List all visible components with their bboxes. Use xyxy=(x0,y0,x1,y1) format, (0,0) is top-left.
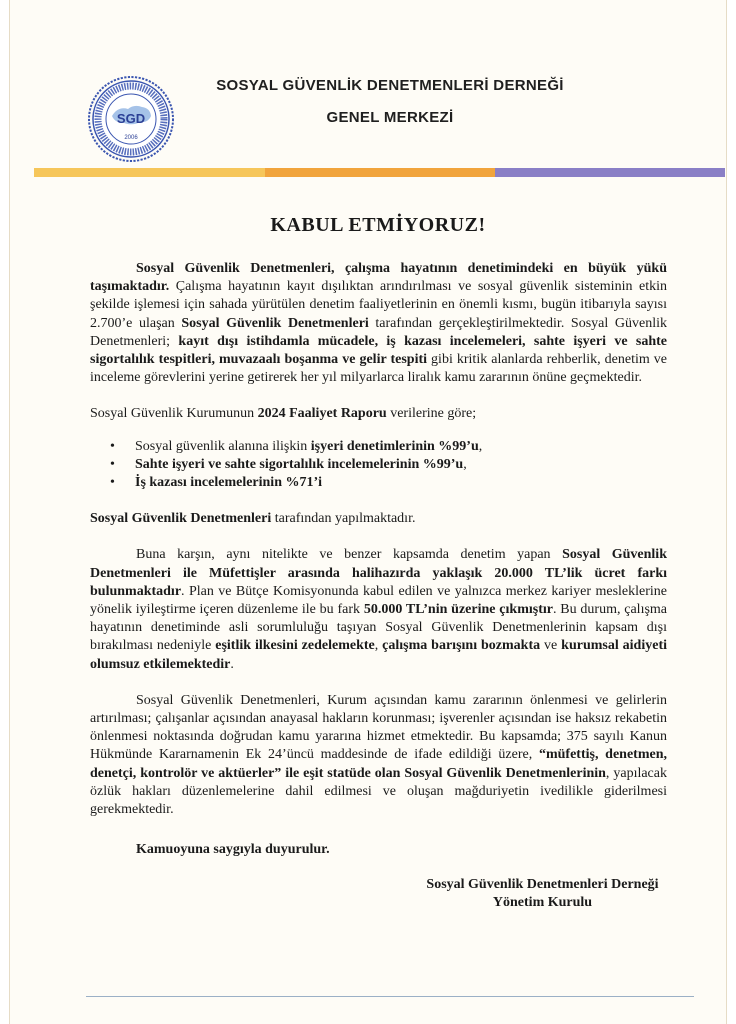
footer-divider xyxy=(86,996,694,997)
logo-year: 2006 xyxy=(124,135,138,141)
list-item: • Sahte işyeri ve sahte sigortalılık incelemelerinin %99’u, xyxy=(135,456,667,474)
statistics-list xyxy=(90,438,667,493)
document-body xyxy=(90,260,667,859)
signature-organization: Sosyal Güvenlik Denetmenleri Derneği xyxy=(426,877,659,892)
paragraph-intro: Sosyal Güvenlik Denetmenleri, çalışma hayatının denetimindeki en büyük yükü taşımaktadır. Çalışma hayatının kayıt dışılıktan arındırılması ve sosyal güvenlik sisteminin etkin şekilde işlemesi için sahada yürütülen denetim faaliyetlerinin en önemli kısmı, bugün itibarıyla sayısı 2.700’e ulaşan Sosyal Güvenlik Denetmenleri tarafından gerçekleştirilmektedir. Sosyal Güvenlik Denetmenleri; kayıt dışı istihdamla mücadele, iş kazası incelemeleri, sahte işyeri ve sahte sigortalılık tespitleri, muvazaalı boşanma ve gelir tespiti gibi kritik alanlarda rehberlik, denetim ve inceleme görevlerini yerine getirerek her yıl milyarlarca liralık kamu zararının önüne geçmektedir. xyxy=(90,261,668,386)
list-item: • Sosyal güvenlik alanına ilişkin işyeri denetimlerinin %99’u, xyxy=(135,438,667,456)
organization-subtitle: GENEL MERKEZİ xyxy=(326,109,454,126)
association-logo-icon xyxy=(88,76,174,162)
signature-board: Yönetim Kurulu xyxy=(492,895,593,910)
logo-initials: SGD xyxy=(116,111,146,126)
header-band-yellow xyxy=(34,168,265,177)
document-page xyxy=(9,0,727,1024)
organization-name: SOSYAL GÜVENLİK DENETMENLERİ DERNEĞİ xyxy=(216,77,564,94)
list-item: • İş kazası incelemelerinin %71’i xyxy=(135,474,667,492)
paragraph-wage-gap: Buna karşın, aynı nitelikte ve benzer kapsamda denetim yapan Sosyal Güvenlik Denetmenleri ile Müfettişler arasında halihazırda yaklaşık 20.000 TL’lik ücret farkı bulunmaktadır. Plan ve Bütçe Komisyonunda kabul edilen ve yalnızca merkez kariyer mesleklerine yönelik iyileştirme içeren düzenleme ile bu fark 50.000 TL’nin üzerine çıkmıştır. Bu durum, çalışma hayatının denetiminde asli sorumluluğu taşıyan Sosyal Güvenlik Denetmenlerinin kapsam dışı bırakılması nedeniyle eşitlik ilkesini zedelemekte, çalışma barışını bozmakta ve kurumsal aidiyeti olumsuz etkilemektedir. xyxy=(90,547,668,672)
header-band-purple xyxy=(495,168,725,177)
paragraph-demand: Sosyal Güvenlik Denetmenleri, Kurum açısından kamu zararının önlenmesi ve gelirlerin artırılması; çalışanlar açısından anayasal hakların korunması; işverenler açısından ise haksız rekabetin önlenmesi noktasında doğrudan kamu yararına hizmet etmektedir. Bu kapsamda; 375 sayılı Kanun Hükmünde Kararnamenin Ek 24’üncü maddesinde de ifade edildiği üzere, “müfettiş, denetmen, denetçi, kontrolör ve aktüerler” ile eşit statüde olan Sosyal Güvenlik Denetmenlerinin, yapılacak özlük hakları düzenlemelerine dahil edilmesi ve oluşan mağduriyetin ivedilikle giderilmesi gerekmektedir. xyxy=(90,692,667,818)
paragraph-performed-by: Sosyal Güvenlik Denetmenleri tarafından yapılmaktadır. xyxy=(90,511,416,527)
closing-statement: Kamuoyuna saygıyla duyurulur. xyxy=(136,842,330,858)
header-band-orange xyxy=(265,168,495,177)
paragraph-report-reference: Sosyal Güvenlik Kurumunun 2024 Faaliyet Raporu verilerine göre; xyxy=(90,406,477,422)
document-title: KABUL ETMİYORUZ! xyxy=(270,214,486,236)
